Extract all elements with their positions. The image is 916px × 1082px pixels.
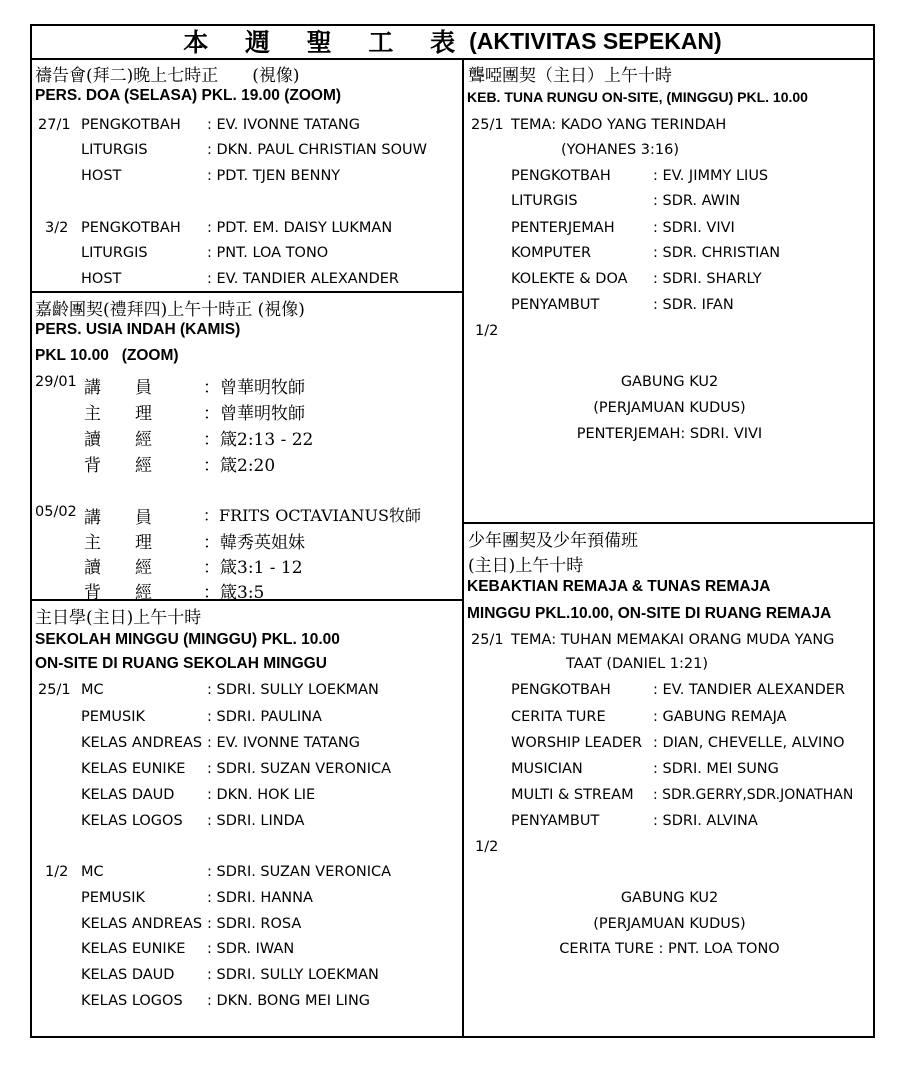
row-role: PENYAMBUT: [511, 813, 600, 829]
row-role: 講 員: [84, 378, 152, 398]
row-role: KELAS ANDREAS: [81, 735, 203, 751]
center-note: PENTERJEMAH: SDRI. VIVI: [576, 426, 763, 442]
section-title-chinese: 禱告會(拜二)晚上七時正 (視像): [35, 66, 300, 86]
sermon-verse: TAAT (DANIEL 1:21): [566, 656, 708, 672]
sermon-theme: TEMA: TUHAN MEMAKAI ORANG MUDA YANG: [511, 632, 835, 648]
row-date: 1/2: [475, 323, 499, 339]
row-date: 3/2: [45, 220, 69, 236]
row-name: : SDR. CHRISTIAN: [653, 245, 781, 261]
row-role: HOST: [81, 168, 122, 184]
section-heading-location: ON-SITE DI RUANG SEKOLAH MINGGU: [35, 655, 327, 672]
row-role: PENTERJEMAH: [511, 220, 615, 236]
row-role: 背 經: [84, 583, 152, 603]
row-name: ：箴2:13 - 22: [203, 430, 314, 450]
section-title-chinese: 主日學(主日)上午十時: [35, 608, 202, 628]
row-name: : SDRI. HANNA: [207, 890, 313, 906]
row-role: LITURGIS: [81, 245, 148, 261]
row-name: : DKN. PAUL CHRISTIAN SOUW: [207, 142, 427, 158]
page-title: [30, 24, 875, 60]
row-role: KOMPUTER: [511, 245, 592, 261]
row-role: LITURGIS: [511, 193, 578, 209]
row-role: PEMUSIK: [81, 890, 146, 906]
row-role: 讀 經: [84, 430, 152, 450]
row-name: : SDRI. PAULINA: [207, 709, 322, 725]
sermon-theme: TEMA: KADO YANG TERINDAH: [511, 117, 727, 133]
section-title-chinese: 少年團契及少年預備班: [468, 531, 638, 551]
row-role: MULTI & STREAM: [511, 787, 634, 803]
section-title-chinese: 嘉齡團契(禮拜四)上午十時正 (視像): [35, 300, 305, 320]
section-heading-location: MINGGU PKL.10.00, ON-SITE DI RUANG REMAJA: [467, 605, 832, 622]
center-note: GABUNG KU2: [620, 890, 719, 906]
row-name: : SDRI. LINDA: [207, 813, 305, 829]
row-role: KELAS LOGOS: [81, 813, 183, 829]
center-note: (PERJAMUAN KUDUS): [593, 400, 746, 416]
row-name: : SDRI. SULLY LOEKMAN: [207, 682, 379, 698]
title-indonesian: (AKTIVITAS SEPEKAN): [469, 27, 722, 54]
section-heading: PERS. USIA INDAH (KAMIS): [35, 321, 241, 338]
row-name: ：FRITS OCTAVIANUS牧師: [203, 506, 421, 525]
row-name: : DIAN, CHEVELLE, ALVINO: [653, 735, 845, 751]
row-role: PENGKOTBAH: [511, 682, 611, 698]
row-date: 1/2: [475, 839, 499, 855]
row-role: KELAS EUNIKE: [81, 761, 186, 777]
title-chinese: 本 週 聖 工 表: [183, 28, 470, 57]
center-note: GABUNG KU2: [620, 374, 719, 390]
row-name: ：箴3:1 - 12: [203, 558, 303, 578]
row-role: 主 理: [84, 404, 152, 424]
row-name: : DKN. BONG MEI LING: [207, 993, 371, 1009]
row-name: ：曾華明牧師: [203, 404, 305, 424]
section-title-chinese: 聾啞團契（主日）上午十時: [468, 66, 672, 86]
row-name: ：韓秀英姐妹: [203, 533, 305, 553]
section-heading: KEB. TUNA RUNGU ON-SITE, (MINGGU) PKL. 10.00: [467, 89, 808, 105]
row-role: KELAS DAUD: [81, 967, 175, 983]
divider-doa-usia: [30, 291, 463, 293]
row-role: PENYAMBUT: [511, 297, 600, 313]
row-role: PEMUSIK: [81, 709, 146, 725]
row-date: 25/1: [471, 117, 504, 133]
section-heading-time: PKL 10.00 (ZOOM): [35, 347, 179, 364]
divider-tuna-remaja: [462, 522, 875, 524]
row-name: : SDRI. SUZAN VERONICA: [207, 864, 392, 880]
row-name: : SDRI. SHARLY: [653, 271, 762, 287]
row-name: ：箴3:5: [203, 583, 265, 603]
section-heading: SEKOLAH MINGGU (MINGGU) PKL. 10.00: [35, 631, 340, 648]
row-name: : SDRI. SUZAN VERONICA: [207, 761, 392, 777]
row-name: : DKN. HOK LIE: [207, 787, 316, 803]
center-note: CERITA TURE : PNT. LOA TONO: [559, 941, 780, 957]
row-role: 讀 經: [84, 558, 152, 578]
section-heading: KEBAKTIAN REMAJA & TUNAS REMAJA: [467, 578, 771, 595]
row-name: : PNT. LOA TONO: [207, 245, 329, 261]
row-name: : SDR. AWIN: [653, 193, 741, 209]
row-role: CERITA TURE: [511, 709, 606, 725]
row-role: MC: [81, 682, 104, 698]
section-title-chinese-time: (主日)上午十時: [468, 556, 584, 576]
row-role: LITURGIS: [81, 142, 148, 158]
row-date: 1/2: [45, 864, 69, 880]
row-role: KOLEKTE & DOA: [511, 271, 628, 287]
row-name: : SDR. IFAN: [653, 297, 734, 313]
row-name: : PDT. TJEN BENNY: [207, 168, 341, 184]
row-name: ：曾華明牧師: [203, 378, 305, 398]
row-role: KELAS EUNIKE: [81, 941, 186, 957]
section-heading: PERS. DOA (SELASA) PKL. 19.00 (ZOOM): [35, 87, 342, 104]
row-name: : EV. IVONNE TATANG: [207, 735, 361, 751]
row-role: PENGKOTBAH: [81, 117, 181, 133]
row-date: 27/1: [38, 117, 71, 133]
row-date: 25/1: [471, 632, 504, 648]
row-name: : SDRI. MEI SUNG: [653, 761, 779, 777]
row-name: : EV. TANDIER ALEXANDER: [653, 682, 845, 698]
row-name: : EV. IVONNE TATANG: [207, 117, 361, 133]
center-note: (PERJAMUAN KUDUS): [593, 916, 746, 932]
row-name: : SDRI. ALVINA: [653, 813, 758, 829]
row-name: : SDR.GERRY,SDR.JONATHAN: [653, 787, 854, 803]
row-role: 講 員: [84, 508, 152, 528]
row-name: : SDRI. ROSA: [207, 916, 302, 932]
row-name: : SDR. IWAN: [207, 941, 295, 957]
row-name: : EV. TANDIER ALEXANDER: [207, 271, 399, 287]
row-role: HOST: [81, 271, 122, 287]
row-role: KELAS ANDREAS: [81, 916, 203, 932]
row-role: 背 經: [84, 456, 152, 476]
row-role: PENGKOTBAH: [81, 220, 181, 236]
row-date: 29/01: [35, 374, 77, 390]
row-name: : PDT. EM. DAISY LUKMAN: [207, 220, 393, 236]
row-role: MC: [81, 864, 104, 880]
row-name: : SDRI. SULLY LOEKMAN: [207, 967, 379, 983]
row-role: WORSHIP LEADER: [511, 735, 643, 751]
row-name: ：箴2:20: [203, 456, 276, 476]
row-role: MUSICIAN: [511, 761, 583, 777]
row-date: 25/1: [38, 682, 71, 698]
row-role: 主 理: [84, 533, 152, 553]
row-role: KELAS LOGOS: [81, 993, 183, 1009]
row-name: : SDRI. VIVI: [653, 220, 735, 236]
row-date: 05/02: [35, 504, 77, 520]
row-role: PENGKOTBAH: [511, 168, 611, 184]
row-name: : EV. JIMMY LIUS: [653, 168, 769, 184]
row-name: : GABUNG REMAJA: [653, 709, 787, 725]
row-role: KELAS DAUD: [81, 787, 175, 803]
sermon-verse: (YOHANES 3:16): [561, 142, 679, 158]
